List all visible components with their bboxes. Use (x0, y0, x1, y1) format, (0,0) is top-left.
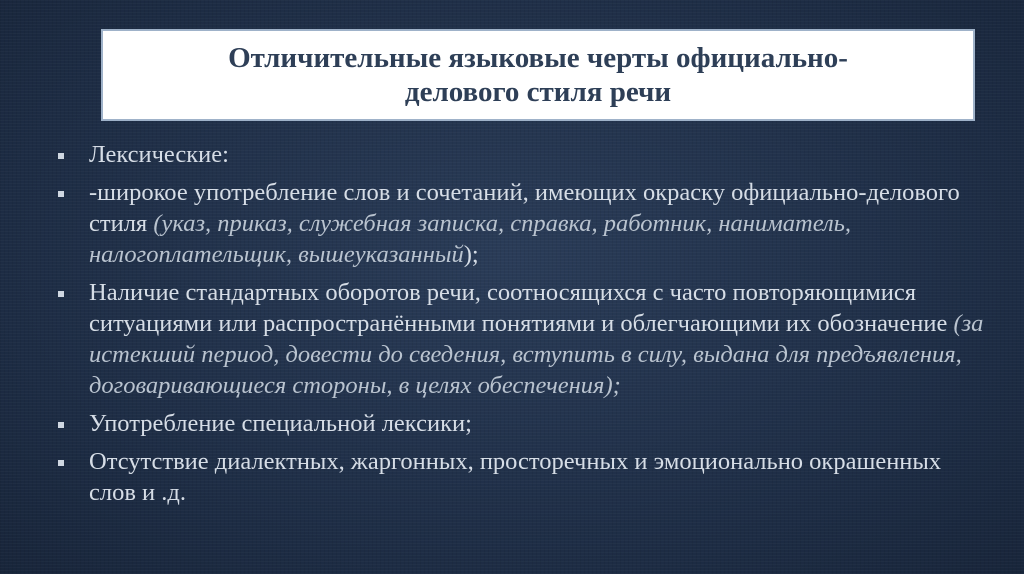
title-box (101, 29, 975, 121)
square-bullet-icon (58, 460, 64, 466)
item-text: Лексические: (89, 141, 229, 168)
slide-title: Отличительные языковые черты официально-делового стиля речи (228, 42, 848, 108)
item-text: Наличие стандартных оборотов речи, соотносящихся с часто повторяющимися ситуациями или распространёнными понятиями и облегчающими их обозначение (89, 279, 954, 337)
list-item (58, 446, 988, 508)
list-item (58, 277, 988, 401)
list-item (58, 408, 988, 439)
bullet-list (58, 139, 988, 515)
square-bullet-icon (58, 291, 64, 297)
item-text: Отсутствие диалектных, жаргонных, просторечных и эмоционально окрашенных слов и .д. (89, 448, 942, 506)
item-examples: (указ, приказ, служебная записка, справка, работник, наниматель, налогоплательщик, вышеуказанный (89, 210, 851, 268)
item-tail: ); (463, 241, 479, 268)
item-examples: (за истекший период, довести до сведения, вступить в силу, выдана для предъявления, договаривающиеся стороны, в целях обеспечения); (89, 310, 984, 399)
square-bullet-icon (58, 191, 64, 197)
list-item (58, 177, 988, 270)
list-item (58, 139, 988, 170)
item-text: -широкое употребление слов и сочетаний, имеющих окраску официально-делового стиля (89, 179, 960, 237)
square-bullet-icon (58, 153, 64, 159)
square-bullet-icon (58, 422, 64, 428)
item-text: Употребление специальной лексики; (89, 410, 472, 437)
